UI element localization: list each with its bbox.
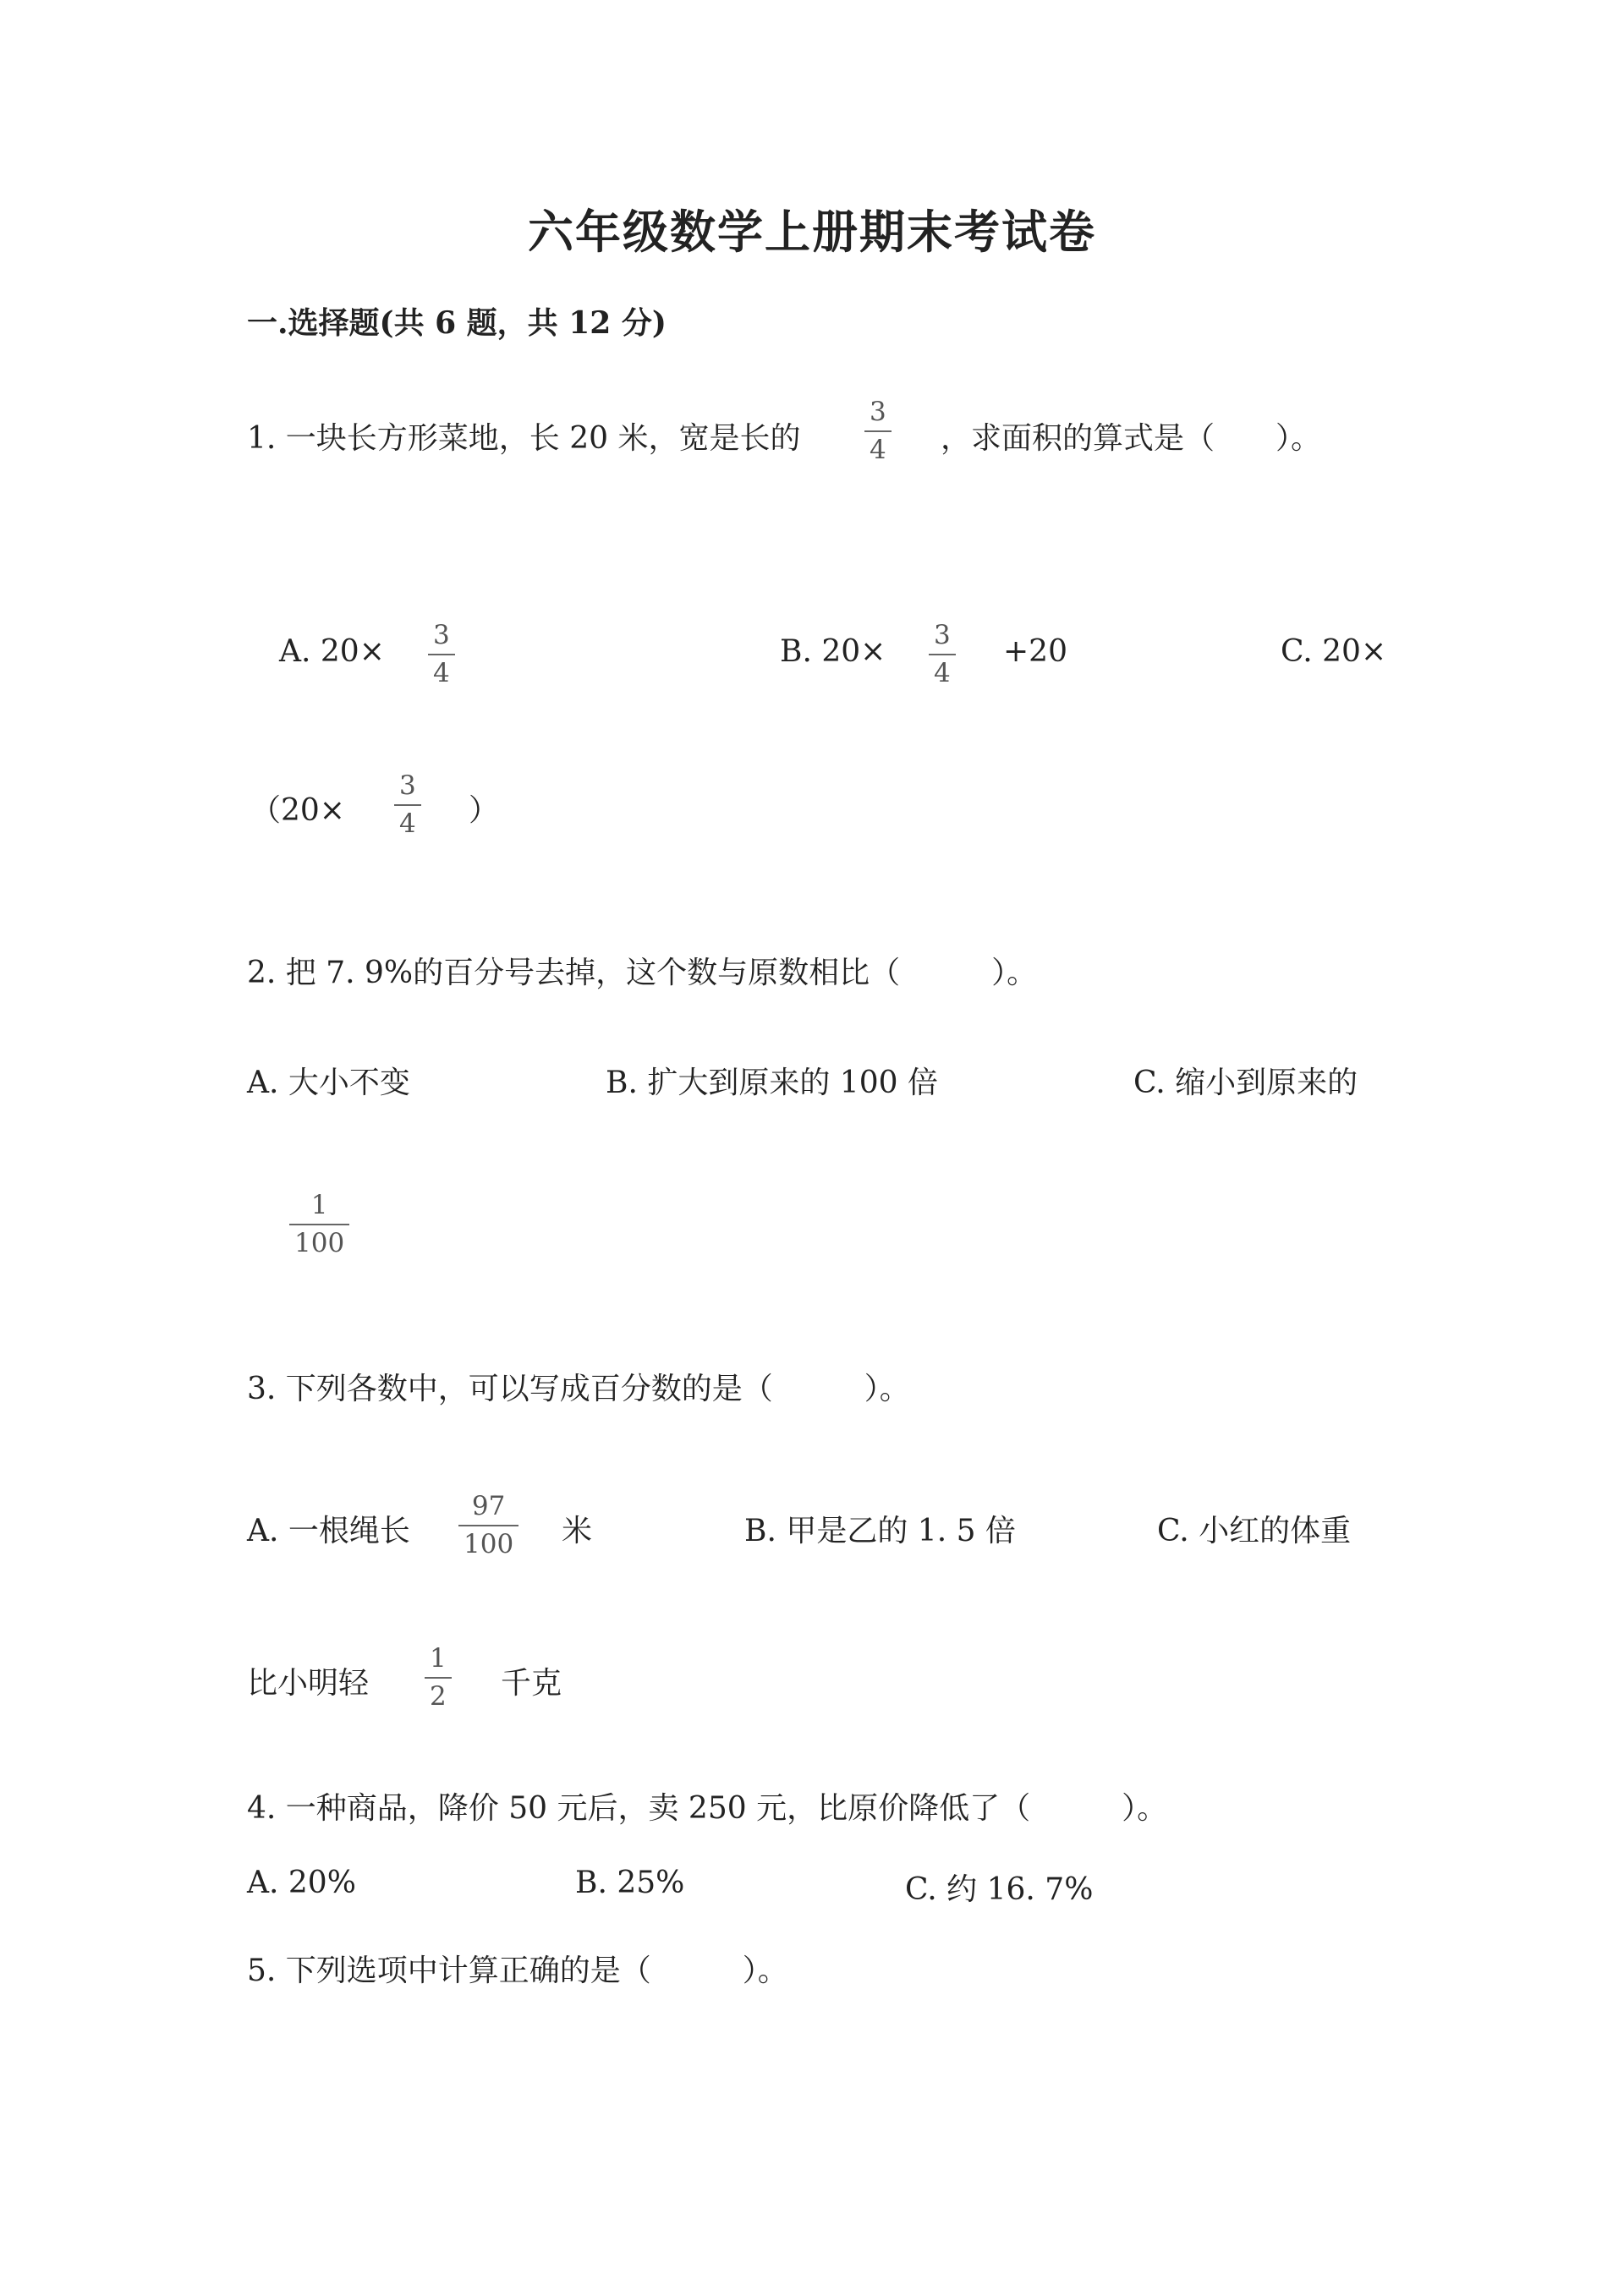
question-1-option-c: C. 20× [1281,634,1387,669]
question-2-option-b: B. 扩大到原来的 100 倍 [606,1066,938,1100]
fraction-numerator: 3 [934,620,951,650]
question-4-option-a: A. 20% [247,1866,356,1900]
question-3-option-c: C. 小红的体重 [1157,1514,1352,1548]
fraction-numerator: 1 [430,1643,447,1674]
question-1-option-c-close: ） [469,793,500,828]
question-3-stem: 3. 下列各数中，可以写成百分数的是（ ）。 [247,1372,910,1406]
fraction-denominator: 100 [464,1529,514,1559]
question-1-option-a-fraction [428,622,455,687]
question-1-option-a: A. 20× [279,634,385,669]
fraction-denominator: 4 [870,435,886,465]
fraction-denominator: 4 [934,658,951,688]
question-3-option-a-fraction [458,1493,518,1558]
question-1-option-c-continued: （20× [250,793,345,828]
question-3-option-b: B. 甲是乙的 1. 5 倍 [744,1514,1016,1548]
question-1-option-b-fraction [929,622,956,687]
question-2-option-c: C. 缩小到原来的 [1133,1066,1358,1100]
question-3-option-a-unit: 米 [562,1514,593,1548]
fraction-denominator: 4 [399,808,416,839]
question-3-option-a: A. 一根绳长 [247,1514,410,1548]
fraction-numerator: 3 [399,770,416,801]
question-1-option-b-suffix: +20 [1003,634,1067,669]
page-title: 六年级数学上册期末考试卷 [528,205,1096,259]
question-3-option-c-unit: 千克 [501,1666,562,1701]
question-2-option-c-fraction [289,1192,349,1257]
fraction-numerator: 3 [870,397,886,427]
fraction-numerator: 3 [433,620,450,650]
section-heading: 一.选择题(共 6 题，共 12 分) [247,305,667,341]
question-3-option-c-fraction [425,1643,452,1712]
fraction-denominator: 100 [294,1228,345,1258]
question-1-option-c-fraction [394,770,421,839]
fraction-numerator: 97 [471,1491,506,1521]
question-4-option-c: C. 约 16. 7% [905,1872,1094,1907]
fraction-denominator: 2 [430,1681,447,1712]
question-1-fraction [864,399,892,463]
question-1-stem-part2: ，求面积的算式是（ ）。 [941,421,1322,456]
question-5-stem: 5. 下列选项中计算正确的是（ ）。 [247,1954,788,1988]
fraction-denominator: 4 [433,658,450,688]
question-2-stem: 2. 把 7. 9%的百分号去掉，这个数与原数相比（ ）。 [247,956,1038,990]
fraction-numerator: 1 [310,1190,328,1220]
question-1-option-b: B. 20× [780,634,886,669]
question-2-option-a: A. 大小不变 [247,1066,410,1100]
question-4-option-b: B. 25% [575,1866,685,1900]
question-3-option-c-continued: 比小明轻 [247,1666,370,1701]
question-4-stem: 4. 一种商品，降价 50 元后，卖 250 元，比原价降低了（ ）。 [247,1791,1168,1826]
question-1-stem-part1: 1. 一块长方形菜地，长 20 米，宽是长的 [247,421,801,456]
